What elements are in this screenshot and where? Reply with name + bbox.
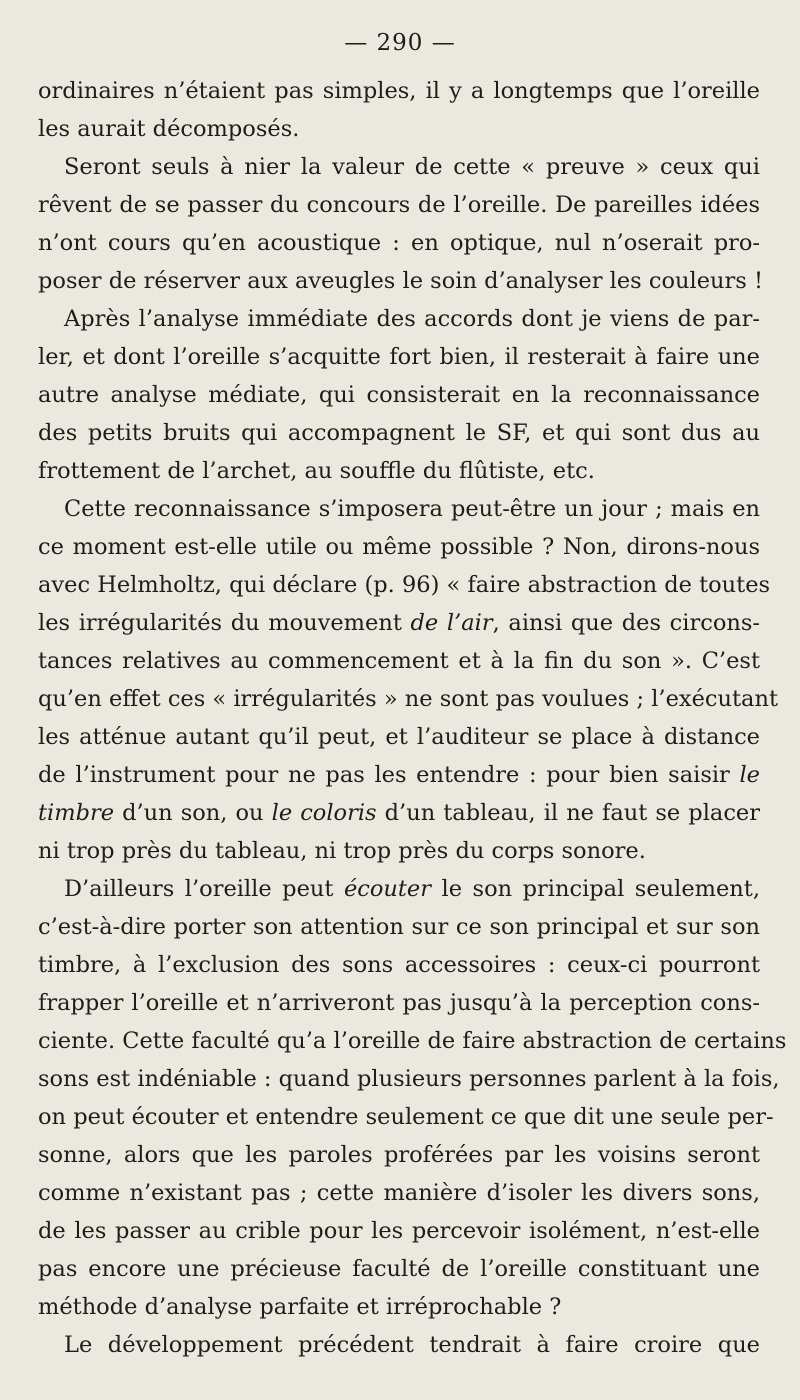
page-number: — 290 — (344, 30, 456, 56)
text-segment: c’est-à-dire porter son attention sur ce son principal et sur son (38, 914, 760, 940)
text-line (38, 566, 771, 604)
text-segment: D’ailleurs l’oreille peut (64, 876, 344, 902)
text-line (38, 756, 760, 794)
text-line (38, 186, 760, 224)
italic-text: timbre (38, 800, 115, 826)
text-line (38, 642, 760, 680)
text-line (38, 1212, 760, 1250)
text-segment: , ainsi que des circons- (492, 610, 761, 636)
text-line (38, 452, 760, 490)
text-line (38, 1288, 760, 1326)
text-segment: pas encore une précieuse faculté de l’oreille constituant une (38, 1256, 760, 1282)
text-line (38, 1022, 787, 1060)
text-line (38, 338, 760, 376)
text-segment: d’un son, ou (114, 800, 272, 826)
text-segment: de l’instrument pour ne pas les entendre : pour bien saisir (38, 762, 740, 788)
text-segment: Seront seuls à nier la valeur de cette « preuve » ceux qui (64, 154, 760, 180)
text-line (38, 1174, 760, 1212)
text-segment: sonne, alors que les paroles proférées par les voisins seront (38, 1142, 760, 1168)
text-line (38, 832, 760, 870)
text-segment: des petits bruits qui accompagnent le SF, et qui sont dus au (38, 420, 760, 446)
text-segment: méthode d’analyse parfaite et irréprochable ? (38, 1294, 562, 1320)
text-line (38, 1060, 780, 1098)
text-line (38, 414, 760, 452)
text-segment: n’ont cours qu’en acoustique : en optique, nul n’oserait pro- (38, 230, 760, 256)
text-line (38, 528, 760, 566)
text-line (38, 262, 763, 300)
text-segment: Cette reconnaissance s’imposera peut-être un jour ; mais en (64, 496, 760, 522)
text-segment: de les passer au crible pour les percevoir isolément, n’est-elle (38, 1218, 760, 1244)
text-segment: sons est indéniable : quand plusieurs personnes parlent à la fois, (38, 1066, 780, 1092)
text-segment: frapper l’oreille et n’arriveront pas jusqu’à la perception cons- (38, 990, 760, 1016)
text-segment: Après l’analyse immédiate des accords dont je viens de par- (64, 306, 760, 332)
text-line (38, 1136, 760, 1174)
text-segment: tances relatives au commencement et à la fin du son ». C’est (38, 648, 760, 674)
text-line (38, 908, 760, 946)
italic-text: écouter (343, 876, 432, 902)
text-line (38, 1326, 760, 1364)
text-segment: les irrégularités du mouvement (38, 610, 411, 636)
text-line (38, 794, 760, 832)
text-line (38, 984, 760, 1022)
text-line (38, 300, 760, 338)
text-line (38, 376, 760, 414)
text-line (38, 946, 760, 984)
text-segment: d’un tableau, il ne faut se placer (376, 800, 760, 826)
text-segment: ciente. Cette faculté qu’a l’oreille de faire abstraction de certains (38, 1028, 787, 1054)
text-segment: on peut écouter et entendre seulement ce que dit une seule per- (38, 1104, 774, 1130)
text-segment: timbre, à l’exclusion des sons accessoires : ceux-ci pourront (38, 952, 760, 978)
text-line (38, 870, 760, 908)
italic-text: le coloris (271, 800, 377, 826)
text-line (38, 72, 760, 110)
text-segment: ler, et dont l’oreille s’acquitte fort bien, il resterait à faire une (38, 344, 760, 370)
text-segment: les aurait décomposés. (38, 116, 300, 142)
text-segment: ni trop près du tableau, ni trop près du corps sonore. (38, 838, 646, 864)
text-line (38, 224, 760, 262)
text-segment: Le développement précédent tendrait à faire croire que (64, 1332, 760, 1358)
italic-text: le (739, 762, 760, 788)
text-segment: avec Helmholtz, qui déclare (p. 96) « faire abstraction de toutes (38, 572, 771, 598)
text-line (38, 490, 760, 528)
text-segment: ce moment est-elle utile ou même possible ? Non, dirons-nous (38, 534, 760, 560)
text-line (38, 1250, 760, 1288)
text-segment: comme n’existant pas ; cette manière d’isoler les divers sons, (38, 1180, 760, 1206)
text-segment: ordinaires n’étaient pas simples, il y a longtemps que l’oreille (38, 78, 760, 104)
text-segment: poser de réserver aux aveugles le soin d’analyser les couleurs ! (38, 268, 763, 294)
text-segment: autre analyse médiate, qui consisterait en la reconnaissance (38, 382, 760, 408)
italic-text: de l’air (410, 610, 493, 636)
text-line (38, 718, 760, 756)
text-line (38, 1098, 774, 1136)
text-line (38, 680, 778, 718)
text-line (38, 604, 760, 642)
text-line (38, 110, 760, 148)
text-segment: les atténue autant qu’il peut, et l’auditeur se place à distance (38, 724, 760, 750)
text-segment: rêvent de se passer du concours de l’oreille. De pareilles idées (38, 192, 760, 218)
text-line (38, 148, 760, 186)
text-segment: frottement de l’archet, au souffle du flûtiste, etc. (38, 458, 595, 484)
text-segment: le son principal seulement, (431, 876, 760, 902)
text-segment: qu’en effet ces « irrégularités » ne sont pas voulues ; l’exécutant (38, 686, 778, 712)
body-text (38, 72, 787, 1364)
